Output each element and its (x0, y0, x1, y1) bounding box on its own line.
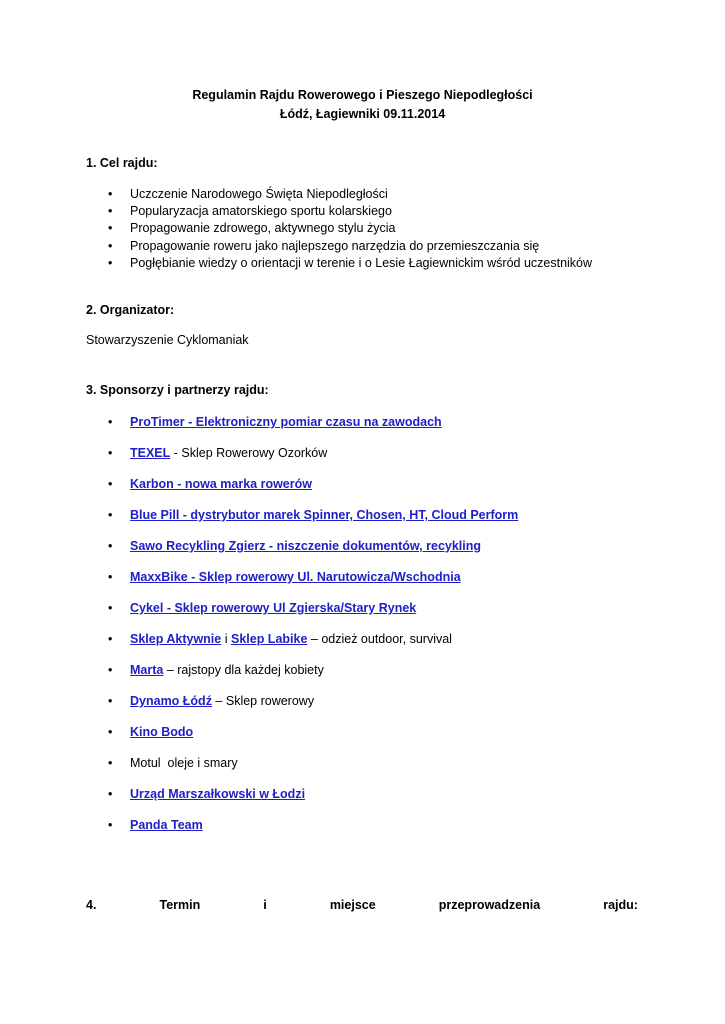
heading-word: rajdu: (603, 898, 638, 912)
list-item: • Pogłębianie wiedzy o orientacji w terenie i o Lesie Łagiewnickim wśród uczestników (0, 255, 592, 272)
list-item: • Marta – rajstopy dla każdej kobiety (108, 663, 324, 677)
list-item: • Sklep Aktywnie i Sklep Labike – odzież outdoor, survival (108, 632, 452, 646)
list-item (0, 569, 518, 600)
list-item: • TEXEL - Sklep Rowerowy Ozorków (108, 446, 328, 460)
document-subtitle: Łódź, Łagiewniki 09.11.2014 (279, 107, 446, 121)
sponsor-link-protimer[interactable]: ProTimer - Elektroniczny pomiar czasu na zawodach (130, 415, 442, 429)
sponsor-link-cykel[interactable]: Cykel - Sklep rowerowy Ul Zgierska/Stary Rynek (130, 601, 417, 615)
section-1-heading: 1. Cel rajdu: (86, 156, 158, 170)
list-item (0, 414, 518, 445)
sponsor-link-kino-bodo[interactable]: Kino Bodo (130, 725, 194, 739)
bullet-icon: • (108, 508, 113, 522)
section-2-heading: 2. Organizator: (86, 303, 175, 317)
list-item: • Uczczenie Narodowego Święta Niepodległości (0, 186, 592, 203)
list-item (0, 476, 518, 507)
sponsor-link-urzad-marszalkowski[interactable]: Urząd Marszałkowski w Łodzi (130, 787, 306, 801)
sponsor-link-sklep-aktywnie[interactable]: Sklep Aktywnie (130, 632, 222, 646)
heading-word: i (263, 898, 267, 912)
section-3-heading: 3. Sponsorzy i partnerzy rajdu: (86, 383, 269, 397)
bullet-icon: • (108, 446, 113, 460)
bullet-icon: • (108, 477, 113, 491)
goals-list (0, 186, 592, 272)
bullet-icon: • (108, 787, 113, 801)
bullet-icon: • (108, 601, 113, 615)
sponsor-link-marta[interactable]: Marta (130, 663, 164, 677)
heading-word: 4. (86, 898, 97, 912)
sponsor-text-motul: Motul oleje i smary (130, 756, 238, 770)
bullet-icon: • (108, 694, 113, 708)
list-item: • Popularyzacja amatorskiego sportu kolarskiego (0, 203, 592, 220)
bullet-icon: • (108, 221, 113, 236)
bullet-icon: • (108, 238, 113, 253)
bullet-icon: • (108, 818, 113, 832)
heading-word: Termin (159, 898, 201, 912)
list-item: • Propagowanie zdrowego, aktywnego stylu życia (0, 220, 592, 237)
organizer-name: Stowarzyszenie Cyklomaniak (86, 333, 249, 347)
bullet-icon: • (108, 187, 113, 201)
list-item (0, 817, 518, 848)
section-4-heading (86, 898, 638, 912)
bullet-icon: • (108, 570, 113, 584)
bullet-icon: • (108, 204, 113, 219)
sponsor-link-karbon[interactable]: Karbon - nowa marka rowerów (130, 477, 312, 491)
document-title: Regulamin Rajdu Rowerowego i Pieszego Niepodległości (192, 88, 533, 102)
heading-word: przeprowadzenia (438, 898, 541, 912)
bullet-icon: • (108, 255, 113, 270)
list-item (0, 600, 518, 631)
sponsor-link-dynamo-lodz[interactable]: Dynamo Łódź (130, 694, 212, 708)
list-item (0, 507, 518, 538)
sponsor-link-blue-pill[interactable]: Blue Pill - dystrybutor marek Spinner, Chosen, HT, Cloud Perform (130, 508, 519, 522)
bullet-icon: • (108, 632, 113, 646)
bullet-icon: • (108, 663, 113, 677)
list-item (0, 786, 518, 817)
bullet-icon: • (108, 725, 113, 739)
sponsors-list (0, 414, 518, 848)
sponsor-link-sawo[interactable]: Sawo Recykling Zgierz - niszczenie dokumentów, recykling (130, 539, 482, 553)
list-item (0, 538, 518, 569)
list-item (0, 724, 518, 755)
sponsor-link-sklep-labike[interactable]: Sklep Labike (230, 632, 308, 646)
list-item: • Dynamo Łódź – Sklep rowerowy (108, 694, 315, 708)
sponsor-link-panda-team[interactable]: Panda Team (130, 818, 203, 832)
bullet-icon: • (108, 756, 113, 770)
heading-word: miejsce (329, 898, 376, 912)
bullet-icon: • (108, 415, 113, 429)
list-item: • Propagowanie roweru jako najlepszego narzędzia do przemieszczania się (0, 238, 592, 255)
list-item (0, 755, 518, 786)
bullet-icon: • (108, 539, 113, 553)
sponsor-link-maxxbike[interactable]: MaxxBike - Sklep rowerowy Ul. Narutowicza/Wschodnia (130, 570, 461, 584)
sponsor-link-texel[interactable]: TEXEL (130, 446, 171, 460)
